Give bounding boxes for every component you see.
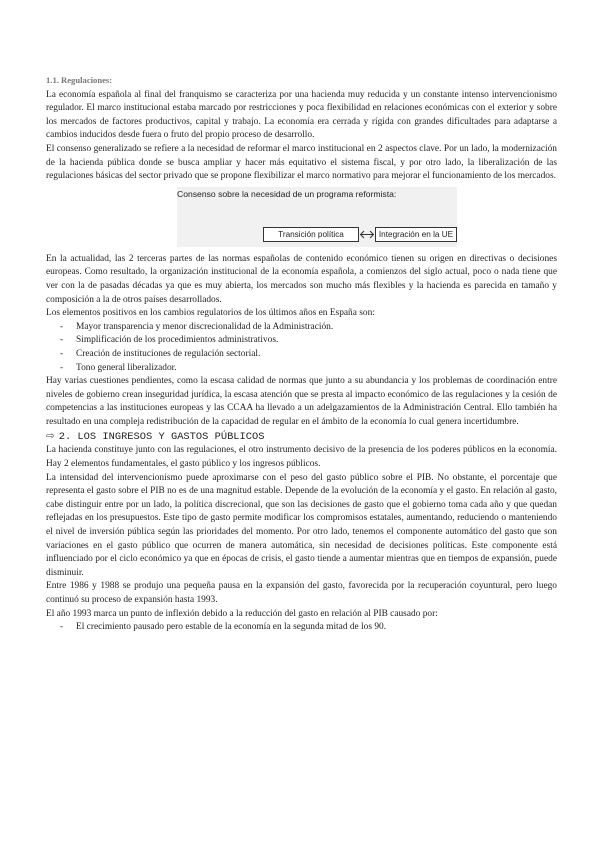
section-heading-regulaciones: 1.1. Regulaciones: — [46, 75, 113, 85]
figure-box-integracion: Integración en la UE — [375, 227, 457, 242]
document-body — [46, 74, 557, 635]
dash-bullet: - — [60, 362, 64, 373]
dash-bullet: - — [60, 335, 64, 346]
paragraph: La hacienda constituye junto con las regulaciones, el otro instrumento decisivo de la presencia de los poderes públicos en la economía. Hay 2 elementos fundamentales, el gasto público y los ingresos públicos. — [46, 445, 557, 470]
positive-elements-list — [46, 321, 557, 375]
paragraph: Entre 1986 y 1988 se produjo una pequeña pausa en la expansión del gasto, favorecida por la recuperación coyuntural, pero luego continuó su proceso de expansión hasta 1993. — [46, 581, 557, 605]
dash-bullet: - — [60, 622, 64, 633]
paragraph: La economía española al final del franquismo se caracteriza por una hacienda muy reducida y un constante intenso intervencionismo regulador. El marco institucional estaba marcado por restricciones y poca flexibilidad en relaciones económicas con el exterior y sobre los mercados de factores productivos, capital y trabajo. La economía era cerrada y rígida con grandes dificultades para adaptarse a cambios inducidos desde fuera o fruto del propio proceso de desarrollo. — [46, 89, 557, 141]
list-item: - Simplificación de los procedimientos administrativos. — [46, 334, 557, 348]
reform-consensus-figure — [177, 187, 457, 247]
figure-title: Consenso sobre la necesidad de un programa reformista: — [177, 188, 397, 199]
paragraph: Hay varias cuestiones pendientes, como la escasa calidad de normas que junto a su abundancia y los problemas de coordinación entre niveles de gobierno crean inseguridad jurídica, la escasa atención que se presta al impacto económico de las regulaciones y la cesión de competencias a las instituciones europeas y las CCAA ha llevado a un adelgazamientos de la Administración Central. Ello también ha resultado en una compleja redistribución de la capacidad de regular en el ámbito de la economía lo cual genera incertidumbre. — [46, 376, 557, 427]
paragraph: En la actualidad, las 2 terceras partes de las normas españolas de contenido económico tienen su origen en directivas o decisiones europeas. Como resultado, la organización institucional de la economía española, a comienzos del siglo actual, poco o nada tiene que ver con la de pasadas décadas ya que es muy abierta, los mercados son mucho más flexibles y la hacienda es parecida en tamaño y composición a la de otros países desarrollados. — [46, 253, 557, 305]
section-heading-ingresos-gastos: ⇨ 2. LOS INGRESOS Y GASTOS PÚBLICOS — [46, 430, 265, 444]
figure-box-transicion: Transición política — [263, 227, 359, 242]
dash-bullet: - — [60, 321, 64, 332]
double-arrow-icon — [359, 229, 375, 240]
list-item: - El crecimiento pausado pero estable de la economía en la segunda mitad de los 90. — [46, 621, 557, 635]
list-item: - Creación de instituciones de regulación sectorial. — [46, 348, 557, 362]
paragraph: El consenso generalizado se refiere a la necesidad de reformar el marco institucional en 2 aspectos clave. Por un lado, la modernización de la hacienda pública donde se busca ampliar y hacer más equitativo el sistema fiscal, y por otro lado, la liberalización de las regulaciones básicas del sector privado que se propone flexibilizar el marco normativo para mejorar el funcionamiento de los mercados. — [46, 143, 557, 182]
gasto-reduction-list — [46, 621, 557, 635]
paragraph: El año 1993 marca un punto de inflexión debido a la reducción del gasto en relación al PIB causado por: — [46, 608, 438, 619]
arrow-right-icon: ⇨ — [46, 430, 55, 443]
paragraph: Los elementos positivos en los cambios regulatorios de los últimos años en España son: — [46, 308, 375, 319]
dash-bullet: - — [60, 348, 64, 359]
list-item: - Mayor transparencia y menor discrecionalidad de la Administración. — [46, 321, 557, 335]
list-item: - Tono general liberalizador. — [46, 362, 557, 376]
paragraph: La intensidad del intervencionismo puede aproximarse con el peso del gasto público sobre el PIB. No obstante, el porcentaje que representa el gasto sobre el PIB no es de una magnitud estable. Depende de la evolución de la economía y el gasto. En relación al gasto, cabe distinguir entre por un lado, la política discrecional, que son las decisiones de gasto que el gobierno toma cada año y que quedan reflejadas en los presupuestos. Este tipo de gasto permite modificar los compromisos estatales, aumentando, reduciendo o manteniendo el nivel de inversión pública según las prioridades del momento. Por otro lado, tenemos el componente automático del gasto que son variaciones en el gasto público que ocurren de manera automática, sin necesidad de decisiones políticas. Este componente está influenciado por el ciclo económico ya que en épocas de crisis, el gasto tiende a aumentar mientras que en tiempos de expansión, puede disminuir. — [46, 472, 557, 578]
